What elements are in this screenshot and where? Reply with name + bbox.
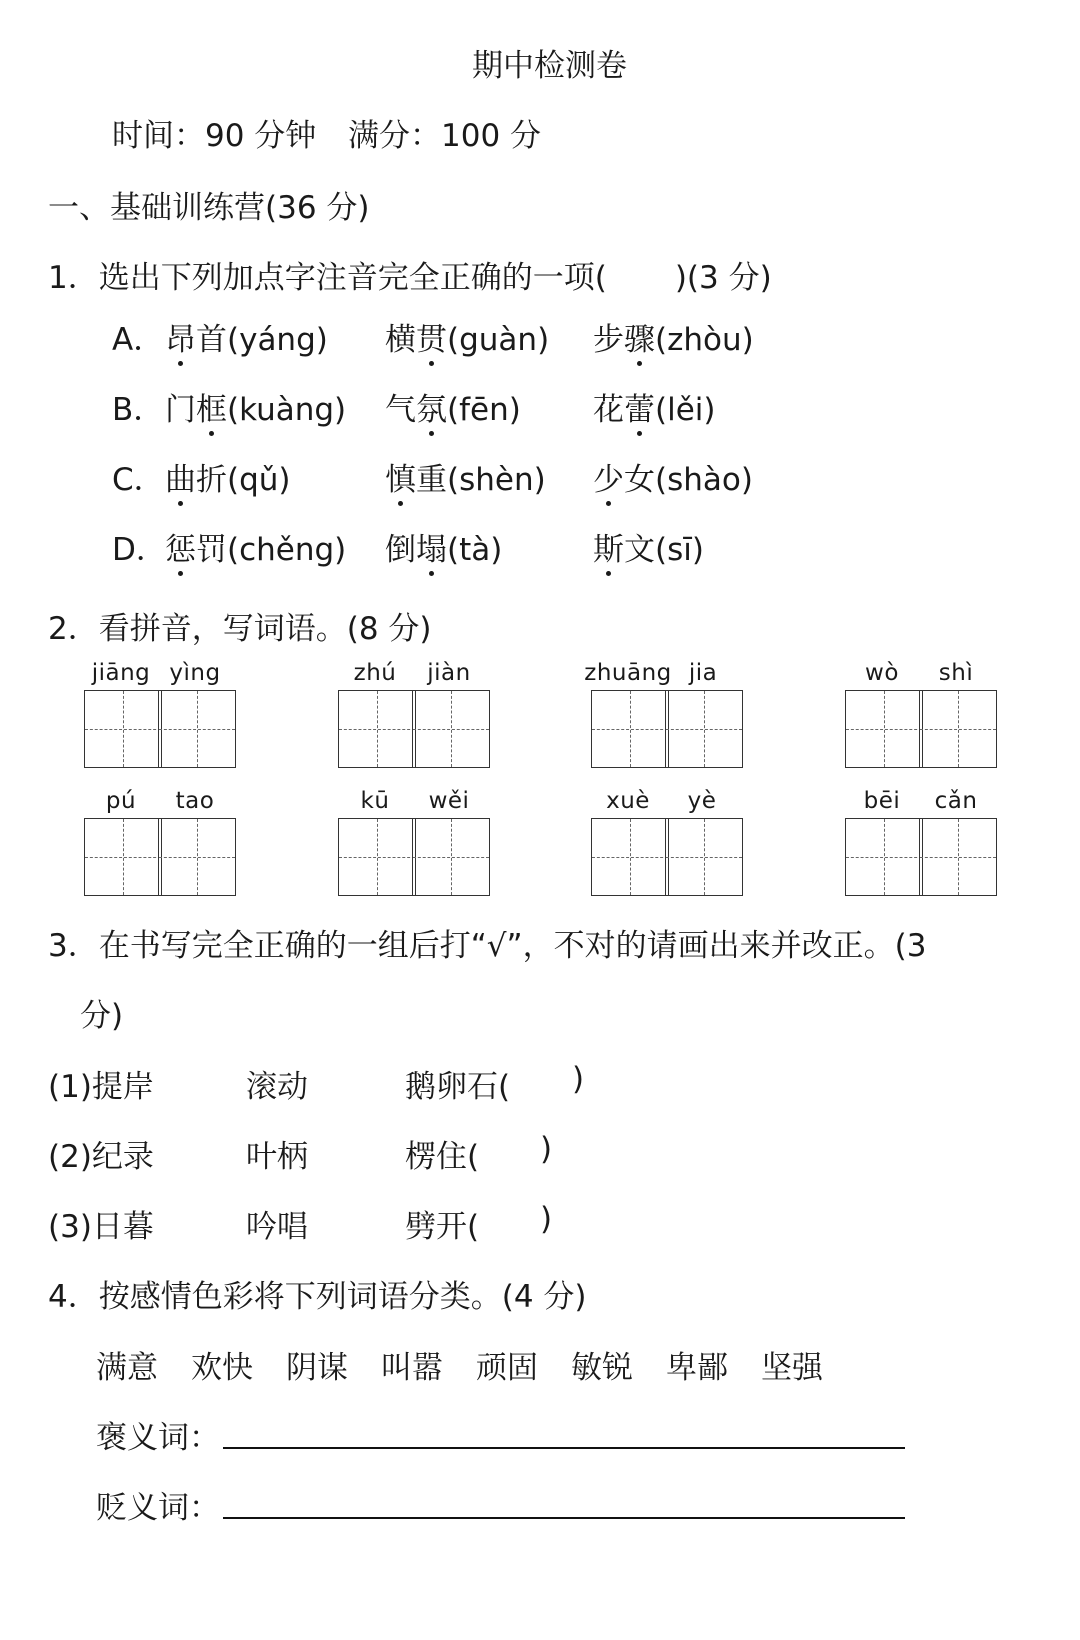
dotted-char: 贯 xyxy=(416,314,447,359)
dotted-char: 框 xyxy=(196,384,227,429)
option-text: 步 xyxy=(593,322,624,358)
option-row-d[interactable] xyxy=(112,524,167,569)
dotted-char: 少 xyxy=(593,454,624,499)
option-text: 倒 xyxy=(385,532,416,568)
q3-row-word: 滚动 xyxy=(246,1069,308,1105)
writing-grid-cell[interactable] xyxy=(591,818,669,896)
q3-row-word: 吟唱 xyxy=(246,1209,308,1245)
option-row-c[interactable] xyxy=(112,454,165,499)
writing-grid-cell[interactable] xyxy=(591,690,669,768)
q3-row-word: 劈开( xyxy=(405,1209,480,1245)
writing-grid-cell[interactable] xyxy=(845,690,923,768)
page-title: 期中检测卷 xyxy=(472,48,627,84)
option-text: (fēn) xyxy=(447,392,521,428)
pinyin-label: bēi xyxy=(863,788,901,814)
word-item: 卑鄙 xyxy=(666,1350,728,1386)
exam-time: 时间：90 分钟 xyxy=(112,118,317,154)
section-heading: 一、基础训练营(36 分) xyxy=(48,190,370,226)
question-1-text: 1．选出下列加点字注音完全正确的一项( xyxy=(48,260,607,296)
writing-grid-cell[interactable] xyxy=(338,818,416,896)
option-row-a[interactable] xyxy=(112,314,164,359)
word-item: 欢快 xyxy=(191,1350,253,1386)
pinyin-label: yìng xyxy=(169,660,221,686)
pinyin-label: wěi xyxy=(428,788,470,814)
option-item xyxy=(385,314,549,359)
negative-answer-line[interactable] xyxy=(223,1517,905,1519)
writing-grid-cell[interactable] xyxy=(665,690,743,768)
writing-grid-cell[interactable] xyxy=(919,818,997,896)
option-item xyxy=(593,454,753,499)
dotted-char: 骤 xyxy=(624,314,655,359)
word-item: 顽固 xyxy=(476,1350,538,1386)
dotted-char: 塌 xyxy=(416,524,447,569)
option-text: (kuàng) xyxy=(227,392,347,428)
option-text: 折(qǔ) xyxy=(196,462,291,498)
q3-row-word: 鹅卵石( xyxy=(405,1069,511,1105)
q3-row-word: 楞住( xyxy=(405,1139,480,1175)
pinyin-label: jiàn xyxy=(427,660,471,686)
writing-grid-cell[interactable] xyxy=(84,690,162,768)
q3-row-word: 叶柄 xyxy=(246,1139,308,1175)
q3-answer-close[interactable]: ) xyxy=(540,1131,553,1167)
dotted-char: 蕾 xyxy=(624,384,655,429)
question-1-score: )(3 分) xyxy=(674,260,772,296)
pinyin-label: shì xyxy=(938,660,974,686)
pinyin-label: jia xyxy=(688,660,718,686)
writing-grid-cell[interactable] xyxy=(412,818,490,896)
writing-grid-cell[interactable] xyxy=(158,690,236,768)
option-text: 文(sī) xyxy=(624,532,704,568)
dotted-char: 氛 xyxy=(416,384,447,429)
word-item: 满意 xyxy=(96,1350,158,1386)
option-item xyxy=(165,524,346,569)
pinyin-label: kū xyxy=(360,788,390,814)
option-item xyxy=(165,454,291,499)
question-3-heading-cont: 分) xyxy=(80,998,124,1034)
option-item xyxy=(593,524,704,569)
option-text: 花 xyxy=(593,392,624,428)
option-label: C． xyxy=(112,462,165,498)
dotted-char: 惩 xyxy=(165,524,196,569)
pinyin-label: cǎn xyxy=(934,788,978,814)
writing-grid-cell[interactable] xyxy=(412,690,490,768)
writing-grid-cell[interactable] xyxy=(158,818,236,896)
option-item xyxy=(593,384,716,429)
dotted-char: 慎 xyxy=(385,454,416,499)
option-label: D． xyxy=(112,532,167,568)
question-3-heading: 3．在书写完全正确的一组后打“√”，不对的请画出来并改正。(3 xyxy=(48,928,927,964)
pinyin-label: jiāng xyxy=(91,660,151,686)
writing-grid-cell[interactable] xyxy=(84,818,162,896)
q3-row-word: (3)日暮 xyxy=(48,1209,154,1245)
option-item xyxy=(385,524,502,569)
word-item: 敏锐 xyxy=(571,1350,633,1386)
dotted-char: 昂 xyxy=(165,314,196,359)
dotted-char: 斯 xyxy=(593,524,624,569)
q3-row-word: (2)纪录 xyxy=(48,1139,154,1175)
pinyin-label: pú xyxy=(105,788,137,814)
pinyin-label: xuè xyxy=(606,788,650,814)
writing-grid-cell[interactable] xyxy=(665,818,743,896)
pinyin-label: tao xyxy=(175,788,215,814)
positive-words-label: 褒义词： xyxy=(96,1420,220,1456)
q3-answer-close[interactable]: ) xyxy=(540,1201,553,1237)
pinyin-label: zhuāng xyxy=(584,660,672,686)
q3-row-word: (1)提岸 xyxy=(48,1069,154,1105)
option-text: 首(yáng) xyxy=(196,322,328,358)
option-row-b[interactable] xyxy=(112,384,164,429)
option-item xyxy=(385,384,521,429)
option-text: (guàn) xyxy=(447,322,550,358)
option-label: A． xyxy=(112,322,165,358)
option-text: (lěi) xyxy=(655,392,716,428)
option-item xyxy=(165,384,346,429)
question-1-heading xyxy=(48,252,772,297)
pinyin-label: zhú xyxy=(353,660,397,686)
negative-words-label: 贬义词： xyxy=(96,1490,220,1526)
word-item: 阴谋 xyxy=(286,1350,348,1386)
option-text: 门 xyxy=(165,392,196,428)
option-text: 重(shèn) xyxy=(416,462,546,498)
option-item xyxy=(593,314,754,359)
pinyin-label: yè xyxy=(687,788,717,814)
writing-grid-cell[interactable] xyxy=(845,818,923,896)
option-text: 气 xyxy=(385,392,416,428)
question-2-heading: 2．看拼音，写词语。(8 分) xyxy=(48,611,432,647)
exam-full-score: 满分：100 分 xyxy=(348,118,542,154)
q3-answer-close[interactable]: ) xyxy=(572,1061,585,1097)
option-text: (tà) xyxy=(447,532,503,568)
option-item xyxy=(385,454,546,499)
word-item: 坚强 xyxy=(761,1350,823,1386)
pinyin-label: wò xyxy=(865,660,899,686)
option-text: 横 xyxy=(385,322,416,358)
writing-grid-cell[interactable] xyxy=(338,690,416,768)
positive-answer-line[interactable] xyxy=(223,1447,905,1449)
option-text: 女(shào) xyxy=(624,462,753,498)
option-text: (zhòu) xyxy=(655,322,754,358)
word-item: 叫嚣 xyxy=(381,1350,443,1386)
question-4-heading: 4．按感情色彩将下列词语分类。(4 分) xyxy=(48,1279,587,1315)
writing-grid-cell[interactable] xyxy=(919,690,997,768)
option-item xyxy=(165,314,328,359)
option-label: B． xyxy=(112,392,165,428)
option-text: 罚(chěng) xyxy=(196,532,347,568)
dotted-char: 曲 xyxy=(165,454,196,499)
